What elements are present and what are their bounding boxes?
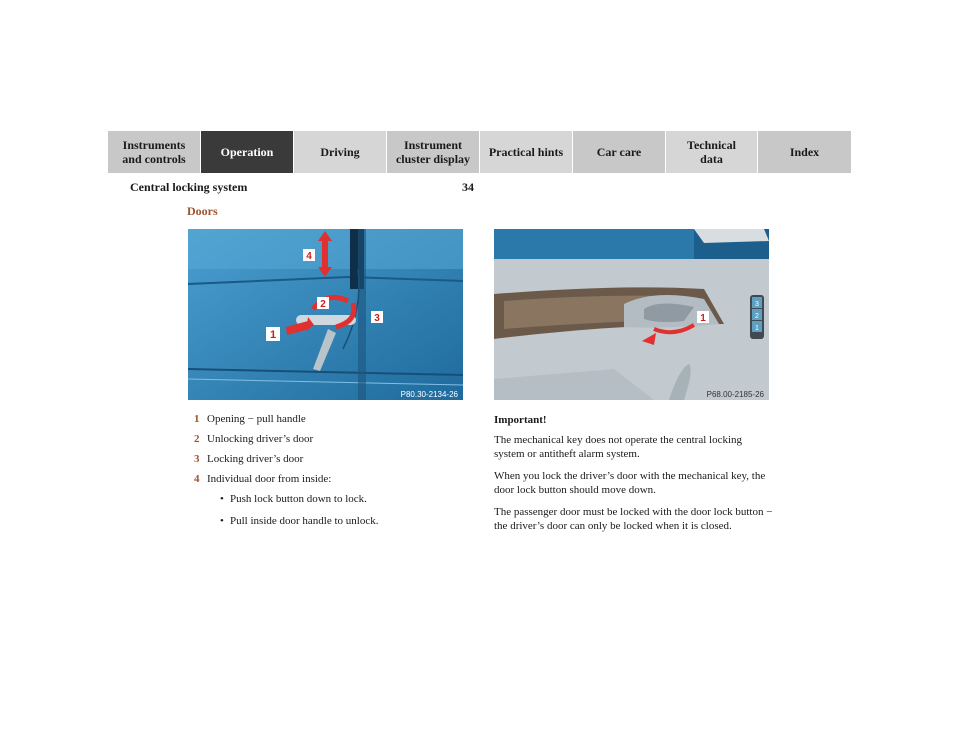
section-title: Central locking system bbox=[130, 180, 248, 194]
important-title: Important! bbox=[494, 414, 547, 426]
bullet-item: • Push lock button down to lock. bbox=[194, 492, 454, 506]
tab-practical-hints[interactable]: Practical hints bbox=[480, 131, 573, 173]
page-heading: Doors bbox=[187, 204, 218, 218]
chapter-nav bbox=[108, 131, 851, 173]
figure1-label-1: 1 bbox=[269, 329, 277, 341]
door-interior-figure bbox=[494, 229, 769, 400]
figure1-code: P80.30-2134-26 bbox=[400, 390, 458, 399]
list-item: 1 Opening − pull handle bbox=[194, 413, 306, 425]
switch-button-2: 2 bbox=[755, 313, 759, 320]
figure1-label-4: 4 bbox=[306, 251, 312, 262]
figure2-code: P68.00-2185-26 bbox=[706, 390, 764, 399]
tab-index[interactable]: Index bbox=[758, 131, 851, 173]
important-notes bbox=[494, 413, 774, 541]
tab-car-care[interactable]: Car care bbox=[573, 131, 666, 173]
page-number: 34 bbox=[462, 180, 474, 194]
tab-operation[interactable]: Operation bbox=[201, 131, 294, 173]
note-paragraph: The mechanical key does not operate the central locking system or antitheft alarm system. bbox=[494, 434, 743, 460]
figure1-label-3: 3 bbox=[374, 313, 380, 324]
steps-list bbox=[194, 412, 454, 536]
bullet-item: • Pull inside door handle to unlock. bbox=[194, 514, 454, 528]
list-item: 2 Unlocking driver’s door bbox=[194, 433, 314, 445]
list-item: 4 Individual door from inside: bbox=[194, 473, 332, 485]
note-paragraph: The passenger door must be locked with the door lock button − the driver’s door can only be locked when it is closed. bbox=[494, 506, 773, 532]
tab-instrument-cluster-display[interactable]: Instrument cluster display bbox=[387, 131, 480, 173]
door-exterior-figure bbox=[188, 229, 463, 400]
figure1-label-2: 2 bbox=[320, 299, 326, 310]
tab-instruments-and-controls[interactable]: Instruments and controls bbox=[108, 131, 201, 173]
note-paragraph: When you lock the driver’s door with the mechanical key, the door lock button should move down. bbox=[494, 470, 766, 496]
switch-button-1: 1 bbox=[755, 325, 759, 332]
switch-button-3: 3 bbox=[755, 301, 759, 308]
figure2-label-1: 1 bbox=[700, 313, 706, 324]
tab-technical-data[interactable]: Technical data bbox=[666, 131, 758, 173]
tab-driving[interactable]: Driving bbox=[294, 131, 387, 173]
list-item: 3 Locking driver’s door bbox=[194, 453, 304, 465]
